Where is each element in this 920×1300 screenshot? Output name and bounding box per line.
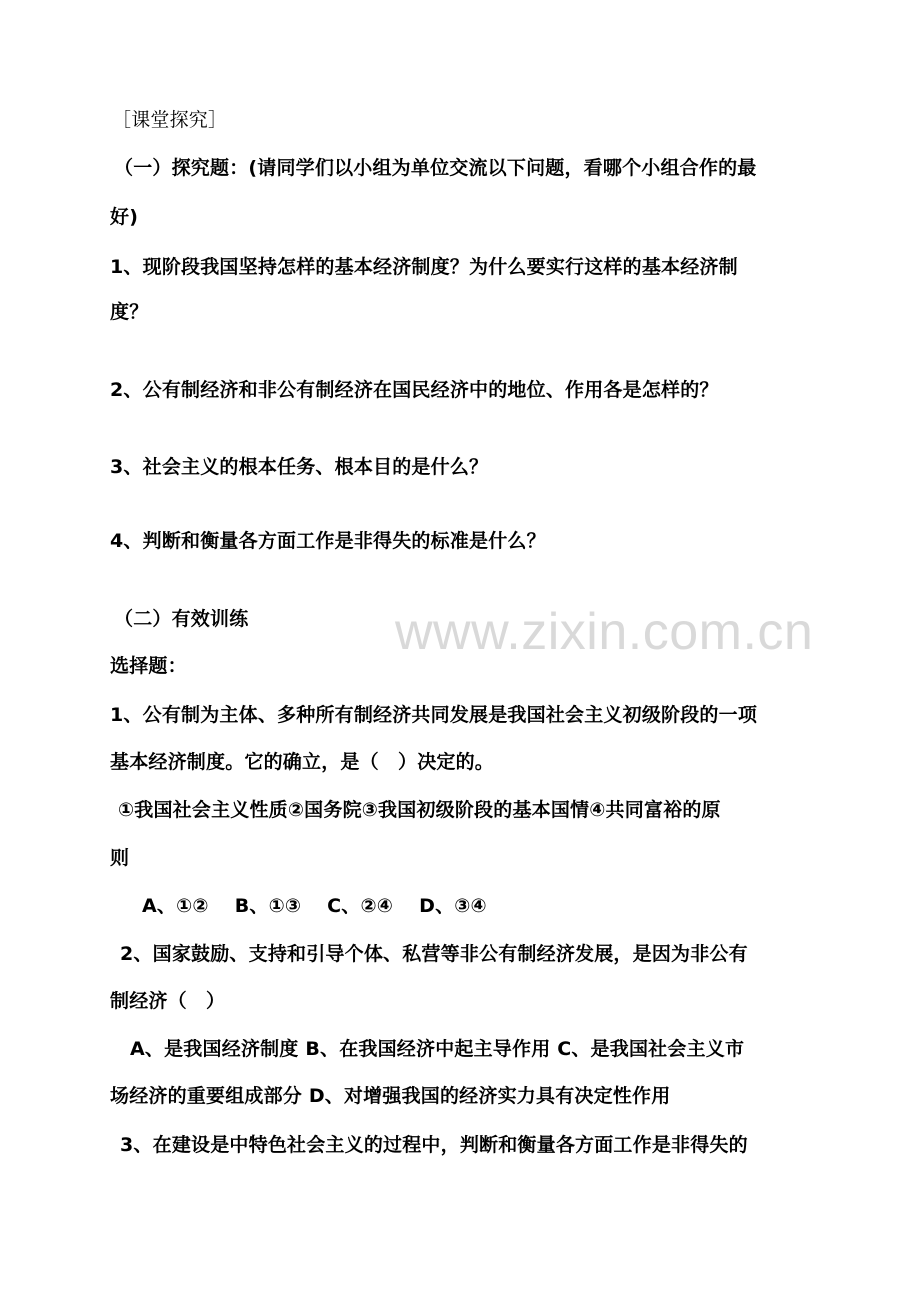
part2-question2-line1: 2、国家鼓励、支持和引导个体、私营等非公有制经济发展，是因为非公有 <box>120 943 748 965</box>
watermark-text: www.zixin.com.cn <box>395 603 814 661</box>
part2-subtitle: 选择题： <box>110 655 187 677</box>
part1-question3: 3、社会主义的根本任务、根本目的是什么？ <box>110 456 489 478</box>
part2-question1-items-line1: ①我国社会主义性质②国务院③我国初级阶段的基本国情④共同富裕的原 <box>118 799 721 821</box>
part2-question2-options-line1: A、是我国经济制度 B、在我国经济中起主导作用 C、是我国社会主义市 <box>130 1038 745 1060</box>
part1-question1-line1: 1、现阶段我国坚持怎样的基本经济制度？为什么要实行这样的基本经济制 <box>110 256 738 278</box>
part2-question2-line2: 制经济（ ） <box>110 990 226 1012</box>
part2-question3-line1: 3、在建设是中特色社会主义的过程中，判断和衡量各方面工作是非得失的 <box>120 1134 748 1156</box>
part2-question2-options-line2: 场经济的重要组成部分 D、对增强我国的经济实力具有决定性作用 <box>110 1085 671 1107</box>
part1-question2: 2、公有制经济和非公有制经济在国民经济中的地位、作用各是怎样的？ <box>110 379 719 401</box>
part1-title-line1: （一）探究题：(请同学们以小组为单位交流以下问题，看哪个小组合作的最 <box>114 157 757 179</box>
part2-question1-line1: 1、公有制为主体、多种所有制经济共同发展是我国社会主义初级阶段的一项 <box>110 704 758 726</box>
part2-title: （二）有效训练 <box>114 608 249 630</box>
part2-question1-items-line2: 则 <box>110 847 130 869</box>
part2-question1-options: A、①② B、①③ C、②④ D、③④ <box>142 895 487 917</box>
part1-question1-line2: 度？ <box>110 301 149 323</box>
part1-question4: 4、判断和衡量各方面工作是非得失的标准是什么？ <box>110 530 546 552</box>
part2-question1-line2: 基本经济制度。它的确立，是（ ）决定的。 <box>110 751 495 773</box>
section-header: ［课堂探究］ <box>112 109 228 131</box>
part1-title-line2: 好) <box>110 206 139 228</box>
